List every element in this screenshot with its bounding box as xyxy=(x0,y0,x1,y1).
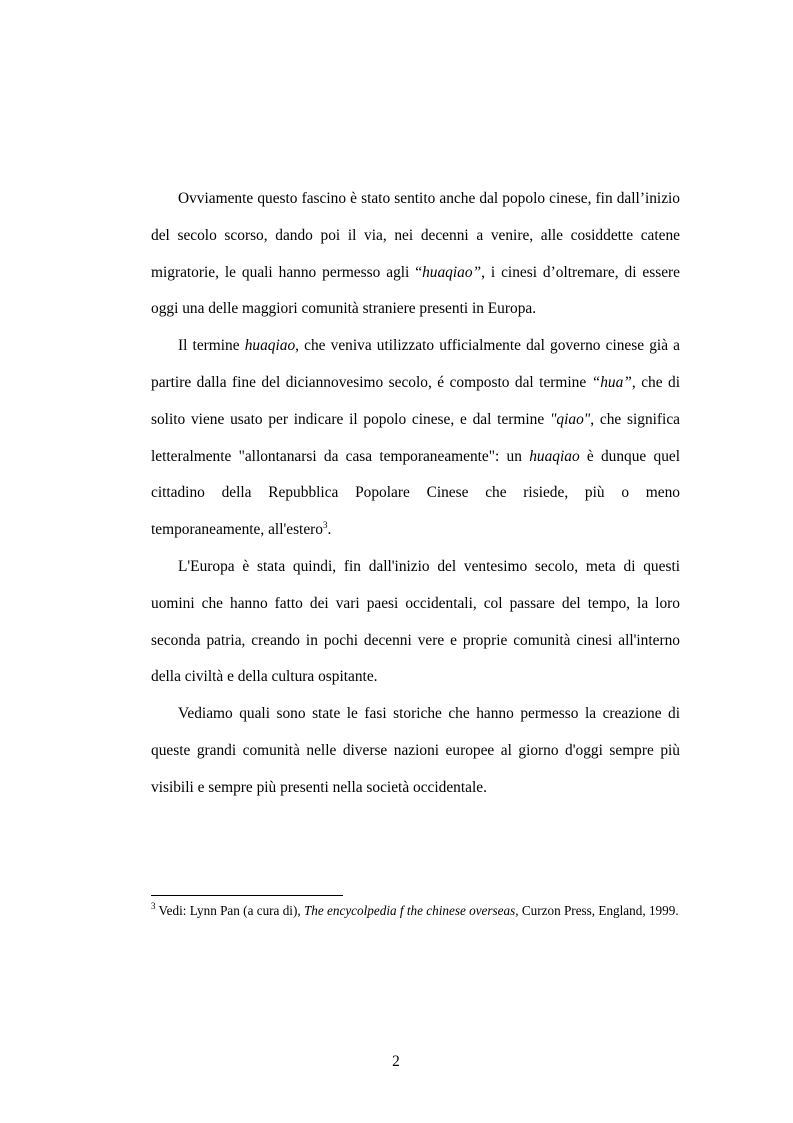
page-number: 2 xyxy=(392,1053,400,1070)
term-huaqiao-italic: huaqiao xyxy=(244,337,296,355)
paragraph-2 xyxy=(151,328,680,549)
paragraph-4: Vediamo quali sono state le fasi storiche che hanno permesso la creazione di queste grandi comunità nelle diverse nazioni europee al giorno d'oggi sempre più visibili e sempre più presenti nella società occidentale. xyxy=(151,705,680,796)
paragraph-2-text: , che significa letteralmente "allontanarsi da casa temporaneamente": un xyxy=(151,410,680,465)
term-huaqiao-italic: huaqiao” xyxy=(422,263,482,281)
paragraph-1-text: , i cinesi d’oltremare, di essere oggi una delle maggiori comunità straniere presenti in Europa. xyxy=(151,263,680,318)
paragraph-3: L'Europa è stata quindi, fin dall'inizio del ventesimo secolo, meta di questi uomini che hanno fatto dei vari paesi occidentali, col passare del tempo, la loro seconda patria, creando in pochi decenni vere e proprie comunità cinesi all'interno della civiltà e della cultura ospitante. xyxy=(151,557,680,686)
paragraph-1-text: Ovviamente questo fascino è stato sentito anche dal popolo cinese, fin dall’inizio del secolo scorso, dando poi il via, nei decenni a venire, alle cosiddette catene migratorie, le quali hanno permesso agli “ xyxy=(151,190,680,281)
footnote-separator xyxy=(151,895,343,896)
footnote-text: Curzon Press, England, 1999. xyxy=(518,903,679,918)
footnote-text: Vedi: Lynn Pan (a cura di), xyxy=(155,903,304,918)
paragraph-2-text: Il termine xyxy=(178,337,245,355)
paragraph-2-text: . xyxy=(327,521,332,539)
term-qiao-italic: "qiao" xyxy=(549,410,591,428)
footnote-number: 3 xyxy=(151,901,156,911)
body-text xyxy=(151,181,680,807)
term-huaqiao-italic: huaqiao xyxy=(529,447,580,465)
footnote xyxy=(151,901,680,920)
term-hua-italic: “hua” xyxy=(591,373,632,391)
paragraph-2-text: , che veniva utilizzato ufficialmente dal governo cinese già a partire dalla fine del diciannovesimo secolo, é composto dal termine xyxy=(151,337,680,391)
footnote-book-title: The encycolpedia f the chinese overseas, xyxy=(303,903,519,918)
paragraph-1 xyxy=(151,181,680,328)
paragraph-2-text: è dunque quel cittadino della Repubblica Popolare Cinese che risiede, più o meno temporaneamente, all'estero xyxy=(151,447,680,539)
paragraph-2-text: , che di solito viene usato per indicare il popolo cinese, e dal termine xyxy=(151,373,680,428)
footnote-reference[interactable]: 3 xyxy=(323,520,328,531)
